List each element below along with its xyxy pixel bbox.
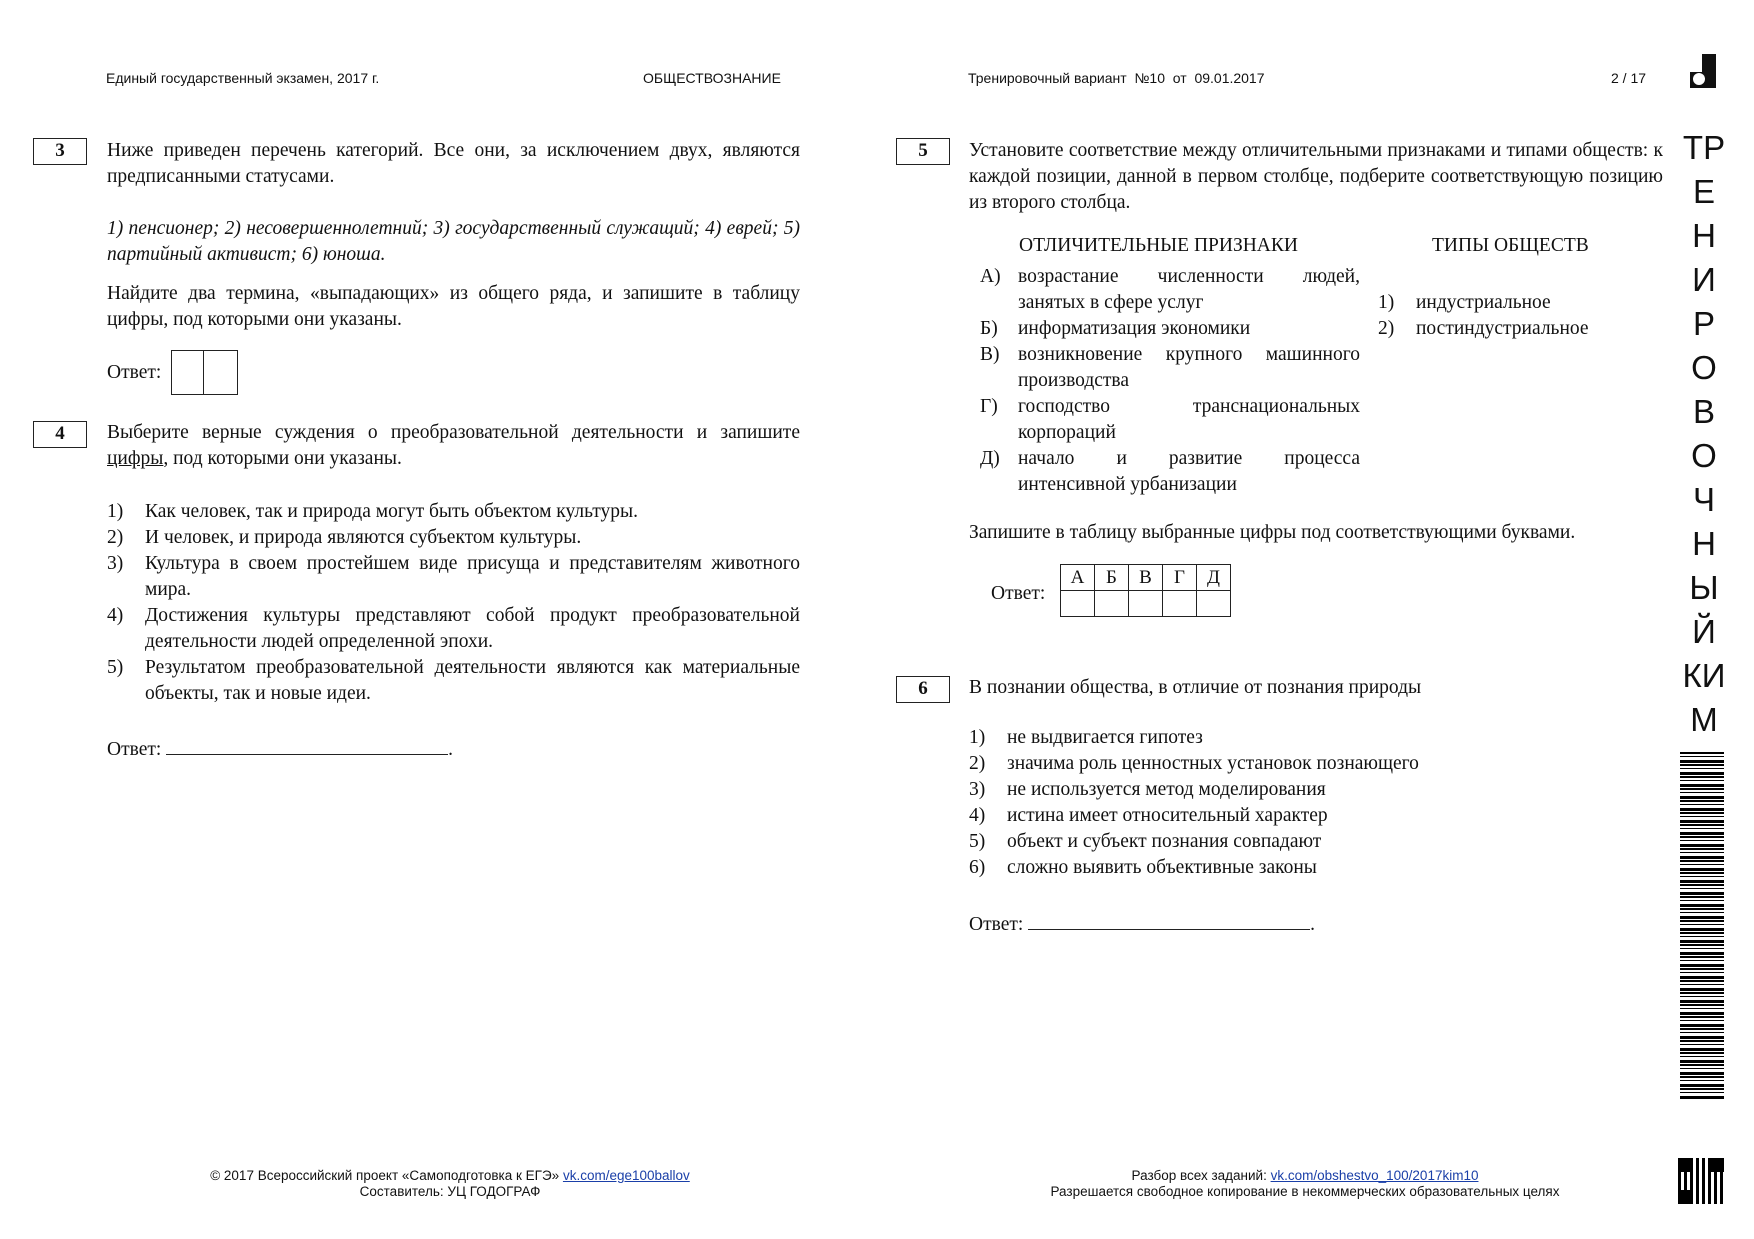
footer-author: Составитель: УЦ ГОДОГРАФ: [359, 1184, 541, 1199]
side-letter: В: [1692, 393, 1715, 430]
feature-text: господство транснациональных корпораций: [1018, 396, 1360, 443]
footer-copyright: © 2017 Всероссийский проект «Самоподготовка к ЕГЭ»: [210, 1168, 563, 1183]
question-5-instruction: Запишите в таблицу выбранные цифры под соответствующими буквами.: [969, 522, 1576, 543]
header-exam-title: Единый государственный экзамен, 2017 г.: [106, 70, 380, 86]
option-number: 2): [969, 753, 986, 774]
type-text: постиндустриальное: [1416, 318, 1589, 339]
feature-text: информатизация экономики: [1018, 318, 1251, 339]
footer-analysis-label: Разбор всех заданий:: [1131, 1168, 1271, 1183]
header-subject: ОБЩЕСТВОЗНАНИЕ: [643, 70, 781, 86]
list-item: [969, 725, 1659, 751]
question-4-answer-field[interactable]: [166, 736, 448, 755]
side-letter: Р: [1692, 305, 1715, 342]
list-item: [1378, 290, 1658, 316]
list-item: [969, 777, 1659, 803]
footer-vk-link[interactable]: vk.com/ege100ballov: [562, 1168, 690, 1183]
answer-table-header: Г: [1163, 565, 1197, 591]
list-item: [107, 655, 800, 707]
option-text: объект и субъект познания совпадают: [1007, 831, 1322, 852]
side-letter: О: [1691, 349, 1717, 386]
header-page-number: 2 / 17: [1611, 70, 1647, 86]
side-letter: ТР: [1682, 129, 1726, 166]
option-text: не используется метод моделирования: [1007, 779, 1326, 800]
list-item: [980, 342, 1360, 394]
feature-list: [980, 264, 1360, 498]
side-letter: О: [1691, 437, 1717, 474]
option-text: истина имеет относительный характер: [1007, 805, 1328, 826]
answer-table-header: А: [1061, 565, 1095, 591]
option-text: Результатом преобразовательной деятельности являются как материальные объекты, так и новые идеи.: [145, 657, 800, 704]
answer-table-cell[interactable]: [1197, 591, 1231, 617]
side-letter: КИ: [1682, 657, 1726, 694]
option-text: Как человек, так и природа могут быть объектом культуры.: [145, 501, 639, 522]
option-number: 2): [107, 527, 124, 548]
answer-period: .: [1310, 914, 1316, 935]
option-number: 4): [107, 605, 124, 626]
question-3-answer-cell-2[interactable]: [203, 350, 238, 395]
question-4-number: 4: [33, 421, 87, 448]
question-3-task: Найдите два термина, «выпадающих» из общего ряда, и запишите в таблицу цифры, под которыми они указаны.: [107, 283, 800, 330]
feature-letter: В): [980, 344, 1000, 365]
list-item: [107, 603, 800, 655]
option-number: 1): [969, 727, 986, 748]
question-6-options: [969, 725, 1659, 881]
feature-text: возрастание численности людей, занятых в сфере услуг: [1018, 266, 1360, 313]
question-4-answer: [107, 736, 453, 763]
list-item: [107, 499, 800, 525]
column-header-features: ОТЛИЧИТЕЛЬНЫЕ ПРИЗНАКИ: [1019, 235, 1298, 256]
option-text: И человек, и природа являются субъектом культуры.: [145, 527, 582, 548]
side-letter: И: [1692, 261, 1716, 298]
footer-copy-permission: Разрешается свободное копирование в некоммерческих образовательных целях: [1050, 1184, 1560, 1199]
column-header-society-types: ТИПЫ ОБЩЕСТВ: [1432, 235, 1589, 256]
list-item: [969, 751, 1659, 777]
answer-table-cell[interactable]: [1129, 591, 1163, 617]
list-item: [969, 829, 1659, 855]
barcode-icon: [1680, 752, 1724, 1100]
question-6-answer-field[interactable]: [1028, 911, 1310, 930]
list-item: [107, 525, 800, 551]
society-type-list: [1378, 290, 1658, 342]
option-number: 3): [107, 553, 124, 574]
question-5-number: 5: [896, 138, 950, 165]
header-variant: Тренировочный вариант №10 от 09.01.2017: [968, 70, 1265, 86]
option-text: значима роль ценностных установок познающего: [1007, 753, 1419, 774]
question-6-text: В познании общества, в отличие от познания природы: [969, 677, 1422, 698]
question-4-text-start: Выберите верные суждения о преобразовательной деятельности и запишите: [107, 422, 800, 443]
option-number: 4): [969, 805, 986, 826]
side-letter: Е: [1692, 173, 1715, 210]
option-number: 1): [107, 501, 124, 522]
qr-code-icon: [1678, 1158, 1724, 1204]
feature-letter: Д): [980, 448, 1000, 469]
answer-period: .: [448, 739, 454, 760]
option-text: Достижения культуры представляют собой продукт преобразовательной деятельности людей определенной эпохи.: [145, 605, 800, 652]
answer-table-cell[interactable]: [1095, 591, 1129, 617]
side-watermark-text: [1678, 126, 1730, 742]
list-item: [969, 803, 1659, 829]
option-text: не выдвигается гипотез: [1007, 727, 1203, 748]
type-number: 2): [1378, 318, 1395, 339]
answer-table-header: Д: [1197, 565, 1231, 591]
footer-left: [150, 1168, 750, 1200]
list-item: [980, 316, 1360, 342]
question-3-answer-cell-1[interactable]: [171, 350, 204, 395]
option-number: 5): [969, 831, 986, 852]
question-4-options: [107, 499, 800, 707]
side-letter: Й: [1692, 613, 1716, 650]
side-letter: Н: [1692, 525, 1716, 562]
question-5-text: Установите соответствие между отличительными признаками и типами обществ: к каждой позиции, данной в первом столбце, подберите соответствующую позицию из второго столбца.: [969, 140, 1663, 213]
answer-table-cell[interactable]: [1061, 591, 1095, 617]
list-item: [980, 446, 1360, 498]
list-item: [969, 855, 1659, 881]
footer-analysis-link[interactable]: vk.com/obshestvo_100/2017kim10: [1270, 1168, 1479, 1183]
question-3-answer-label: Ответ:: [107, 362, 162, 383]
side-letter: Н: [1692, 217, 1716, 254]
question-3-list: 1) пенсионер; 2) несовершеннолетний; 3) государственный служащий; 4) еврей; 5) партийный активист; 6) юноша.: [107, 218, 800, 265]
question-5-answer-table: [1060, 564, 1231, 617]
question-4-answer-label: Ответ:: [107, 739, 162, 760]
list-item: [980, 394, 1360, 446]
list-item: [107, 551, 800, 603]
question-6-answer: [969, 911, 1315, 938]
option-text: Культура в своем простейшем виде присуща и представителям животного мира.: [145, 553, 800, 600]
question-6-number: 6: [896, 676, 950, 703]
question-4-text: [107, 420, 800, 472]
logo-icon: [1690, 54, 1716, 88]
question-5-answer-label: Ответ:: [991, 583, 1046, 604]
side-letter: М: [1690, 701, 1718, 738]
option-number: 5): [107, 657, 124, 678]
option-number: 6): [969, 857, 986, 878]
feature-text: возникновение крупного машинного производства: [1018, 344, 1360, 391]
feature-letter: Г): [980, 396, 998, 417]
type-number: 1): [1378, 292, 1395, 313]
question-4-text-end: , под которыми они указаны.: [163, 448, 402, 469]
type-text: индустриальное: [1416, 292, 1551, 313]
feature-letter: А): [980, 266, 1001, 287]
list-item: [980, 264, 1360, 316]
option-text: сложно выявить объективные законы: [1007, 857, 1317, 878]
side-letter: Ы: [1689, 569, 1719, 606]
side-letter: Ч: [1693, 481, 1715, 518]
answer-table-cell[interactable]: [1163, 591, 1197, 617]
feature-letter: Б): [980, 318, 998, 339]
question-4-text-underlined: цифры: [107, 448, 164, 469]
option-number: 3): [969, 779, 986, 800]
question-6-answer-label: Ответ:: [969, 914, 1024, 935]
footer-right: [1000, 1168, 1610, 1200]
answer-table-header: В: [1129, 565, 1163, 591]
question-3-text: Ниже приведен перечень категорий. Все они, за исключением двух, являются предписанными статусами.: [107, 140, 800, 187]
question-3-number: 3: [33, 138, 87, 165]
answer-table-header: Б: [1095, 565, 1129, 591]
feature-text: начало и развитие процесса интенсивной урбанизации: [1018, 448, 1360, 495]
list-item: [1378, 316, 1658, 342]
